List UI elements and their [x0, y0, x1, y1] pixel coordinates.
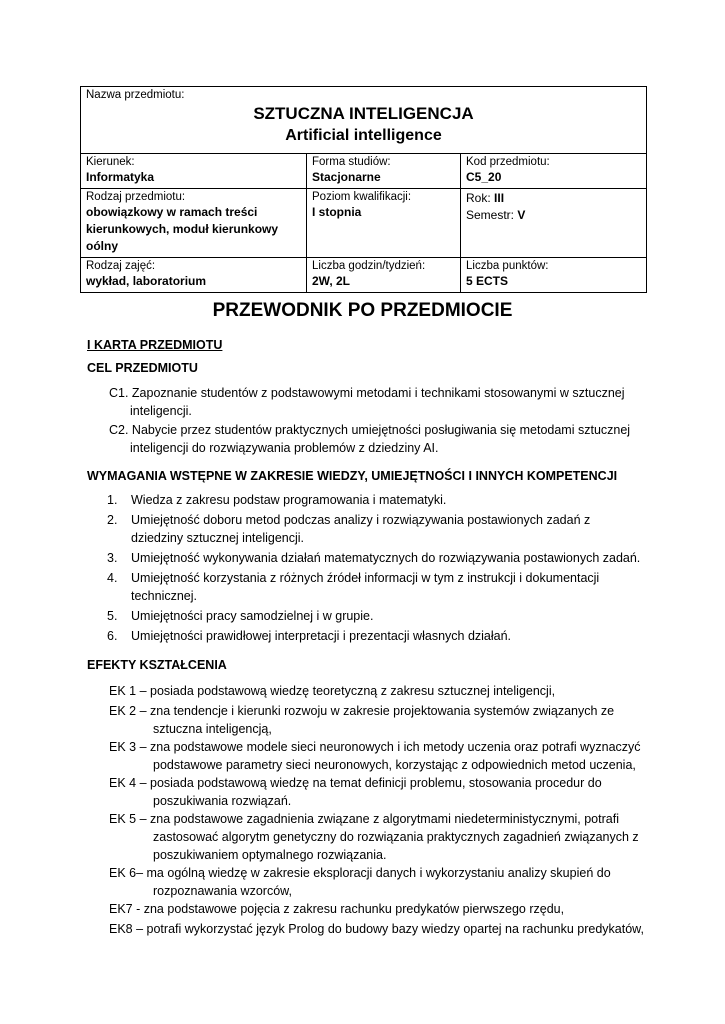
kierunek-label: Kierunek: [86, 156, 135, 168]
semestr-label: Semestr: [466, 208, 515, 222]
poziom-label: Poziom kwalifikacji: [312, 191, 412, 203]
list-item-text: Umiejętności pracy samodzielnej i w grupie. [131, 609, 374, 623]
list-item [87, 627, 643, 645]
punkty-label: Liczba punktów: [466, 260, 549, 272]
cel-item-1-text: C1. Zapoznanie studentów z podstawowymi metodami i technikami stosowanymi w sztucznej [109, 386, 625, 400]
rok-line [466, 190, 641, 207]
ek-item-6 [109, 864, 649, 900]
course-info-table [80, 86, 647, 293]
ek-item-1 [109, 682, 649, 700]
rok-label: Rok: [466, 191, 491, 205]
list-item-number: 6. [107, 629, 118, 643]
ek-item-6-line-1: EK 6– ma ogólną wiedzę w zakresie eksploracji danych i wykorzystaniu analizy skupień do [109, 866, 611, 880]
ek-item-8-line-1: EK8 – potrafi wykorzystać język Prolog do budowy bazy wiedzy opartej na rachunku predykatów, [109, 922, 644, 936]
list-item [87, 491, 643, 509]
zajecia-value: wykład, laboratorium [86, 274, 207, 288]
course-name-label: Nazwa przedmiotu: [86, 89, 185, 101]
zajecia-cell [81, 258, 307, 293]
kierunek-cell [81, 154, 307, 189]
ek-item-3 [109, 738, 649, 774]
list-item-text: Umiejętności prawidłowej interpretacji i prezentacji własnych działań. [131, 629, 512, 643]
ek-item-5-line-2: zastosować algorytm genetyczny do rozwiązania praktycznych zagadnień związanych z [153, 830, 639, 844]
ek-item-2 [109, 702, 649, 738]
main-heading: PRZEWODNIK PO PRZEDMIOCIE [212, 300, 513, 321]
cel-item-1 [109, 384, 639, 420]
course-name-pl: SZTUCZNA INTELIGENCJA [253, 104, 474, 123]
list-item [87, 569, 643, 605]
ek-item-7-line-1: EK7 - zna podstawowe pojęcia z zakresu rachunku predykatów pierwszego rzędu, [109, 902, 565, 916]
list-item-number: 4. [107, 571, 118, 585]
forma-cell [307, 154, 461, 189]
list-item [87, 549, 643, 567]
list-item [87, 607, 643, 625]
ek-item-4-line-2: poszukiwania rozwiązań. [153, 794, 292, 808]
course-name-en: Artificial intelligence [285, 127, 442, 144]
list-item-number: 1. [107, 493, 118, 507]
kod-cell [461, 154, 647, 189]
rodzaj-value: obowiązkowy w ramach treści kierunkowych, moduł kierunkowy oólny [86, 205, 279, 253]
ek-item-3-line-1: EK 3 – zna podstawowe modele sieci neuronowych i ich metody uczenia oraz potrafi wyznaczyć [109, 740, 641, 754]
wymagania-heading: WYMAGANIA WSTĘPNE W ZAKRESIE WIEDZY, UMIEJĘTNOŚCI I INNYCH KOMPETENCJI [87, 469, 618, 483]
ek-item-5 [109, 810, 649, 864]
rok-value: III [494, 191, 505, 205]
rodzaj-cell [81, 189, 307, 258]
kierunek-value: Informatyka [86, 170, 155, 184]
list-item-text: Umiejętność wykonywania działań matematycznych do rozwiązywania postawionych zadań. [131, 551, 641, 565]
ek-item-6-line-2: rozpoznawania wzorców, [153, 884, 292, 898]
godziny-cell [307, 258, 461, 293]
godziny-value: 2W, 2L [312, 274, 351, 288]
semestr-value: V [517, 208, 526, 222]
godziny-label: Liczba godzin/tydzień: [312, 260, 426, 272]
ek-item-2-line-2: sztuczna inteligencją, [153, 722, 272, 736]
poziom-cell [307, 189, 461, 258]
ek-item-7 [109, 900, 649, 918]
cel-item-2-cont: inteligencji do rozwiązywania problemów z dziedziny AI. [130, 441, 439, 455]
punkty-value: 5 ECTS [466, 274, 509, 288]
list-item-text: Umiejętność korzystania z różnych źródeł informacji w tym z instrukcji i dokumentacji technicznej. [131, 571, 600, 603]
cel-heading: CEL PRZEDMIOTU [87, 361, 198, 375]
zajecia-label: Rodzaj zajęć: [86, 260, 156, 272]
ek-item-2-line-1: EK 2 – zna tendencje i kierunki rozwoju w zakresie projektowania systemów związanych ze [109, 704, 615, 718]
efekty-heading: EFEKTY KSZTAŁCENIA [87, 658, 227, 672]
cel-item-2 [109, 421, 639, 457]
ek-item-4-line-1: EK 4 – posiada podstawową wiedzę na temat definicji problemu, stosowania procedur do [109, 776, 602, 790]
ek-item-3-line-2: podstawowe parametry sieci neuronowych, korzystając z odpowiednich metod uczenia, [153, 758, 636, 772]
ek-item-4 [109, 774, 649, 810]
ek-item-5-line-1: EK 5 – zna podstawowe zagadnienia związane z algorytmami niedeterministycznymi, potrafi [109, 812, 619, 826]
wymagania-list [87, 491, 643, 647]
ek-item-1-line-1: EK 1 – posiada podstawową wiedzę teoretyczną z zakresu sztucznej inteligencji, [109, 684, 556, 698]
course-title-cell [81, 87, 647, 154]
forma-label: Forma studiów: [312, 156, 391, 168]
list-item [87, 511, 643, 547]
kod-label: Kod przedmiotu: [466, 156, 550, 168]
rodzaj-label: Rodzaj przedmiotu: [86, 191, 186, 203]
list-item-text: Umiejętność doboru metod podczas analizy i rozwiązywania postawionych zadań z dziedziny sztucznej inteligencji. [131, 513, 591, 545]
punkty-cell [461, 258, 647, 293]
list-item-number: 5. [107, 609, 118, 623]
poziom-value: I stopnia [312, 205, 362, 219]
ek-item-8 [109, 920, 649, 938]
list-item-number: 3. [107, 551, 118, 565]
ek-item-5-line-3: poszukiwaniem optymalnego rozwiązania. [153, 848, 387, 862]
section-karta-heading: I KARTA PRZEDMIOTU [87, 338, 223, 352]
kod-value: C5_20 [466, 170, 502, 184]
list-item-number: 2. [107, 513, 118, 527]
forma-value: Stacjonarne [312, 170, 381, 184]
list-item-text: Wiedza z zakresu podstaw programowania i matematyki. [131, 493, 447, 507]
semestr-line [466, 207, 641, 224]
rok-semestr-cell [461, 189, 647, 258]
cel-item-2-text: C2. Nabycie przez studentów praktycznych umiejętności posługiwania się metodami sztucznej [109, 423, 631, 437]
cel-item-1-cont: inteligencji. [130, 404, 192, 418]
